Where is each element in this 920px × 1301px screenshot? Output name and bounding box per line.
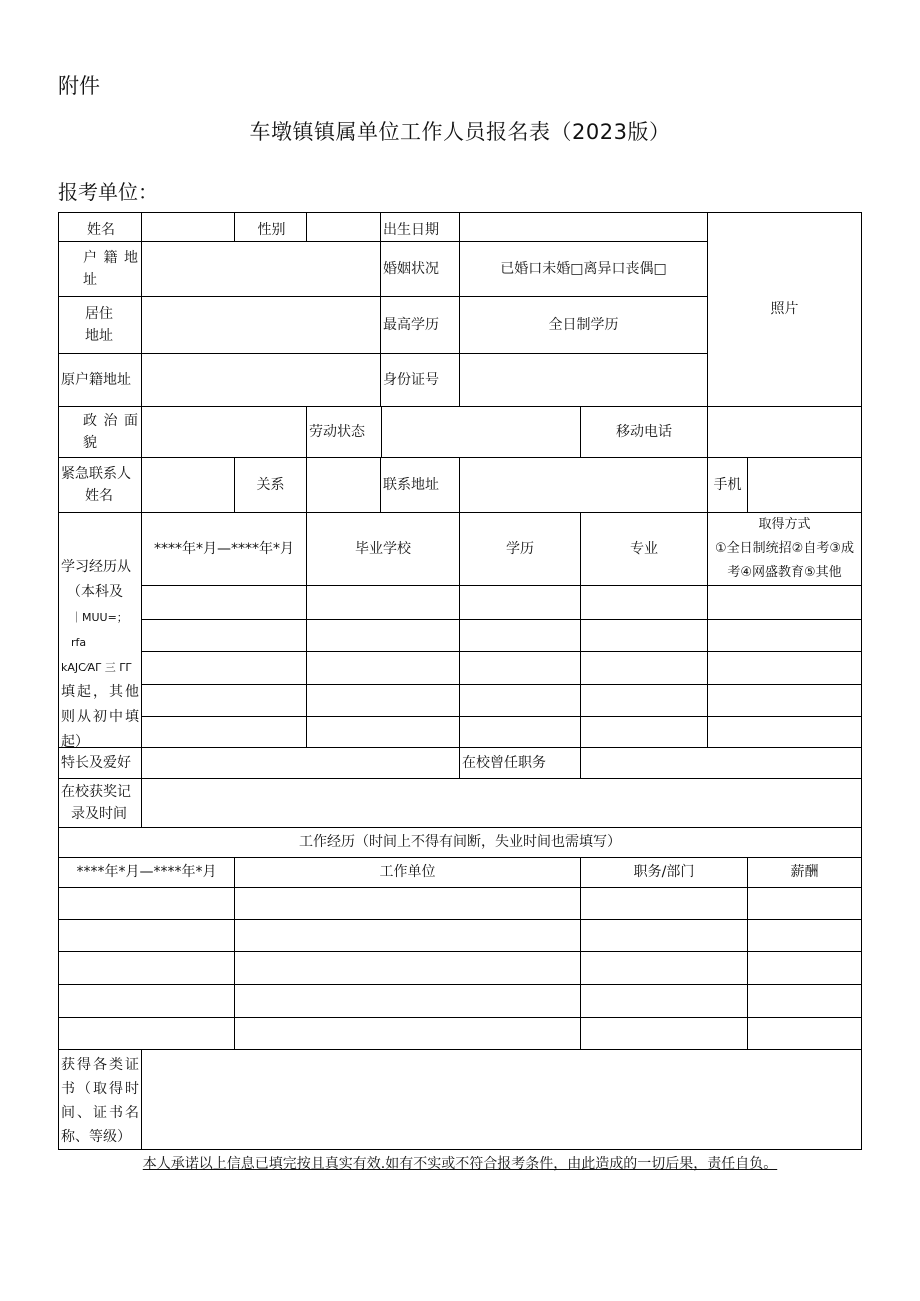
certificates-field[interactable] [141,1049,862,1150]
position-header-text: 职务/部门 [633,864,695,881]
awards-label [58,778,142,828]
certificates-label-line4: 称、等级） [61,1129,131,1145]
method-header-line2: ①全日制统招②自考③成 [715,541,854,556]
employer-header [234,857,581,888]
id-label [380,353,460,407]
contact-address-field[interactable] [459,457,708,513]
degree-header-text: 学历 [506,540,534,557]
position-header [580,857,748,888]
work-salary-cell[interactable] [747,919,862,952]
hobby-label-text: 特长及爱好 [61,754,131,771]
education-label-text: 最高学历 [383,316,439,333]
work-period-cell[interactable] [58,1017,235,1050]
awards-field[interactable] [141,778,862,828]
work-employer-cell[interactable] [234,919,581,952]
work-history-title [58,827,862,858]
degree-header [459,512,581,586]
mobile-field[interactable] [707,406,862,458]
phone-label-text: 手机 [713,476,742,493]
work-position-cell[interactable] [580,887,748,920]
study-degree-cell[interactable] [459,651,581,685]
school-header [306,512,460,586]
name-label [58,212,142,242]
study-period-header [141,512,307,586]
study-label-line7: 起） [61,734,89,750]
work-period-cell[interactable] [58,887,235,920]
certificates-label-line3: 间、证书名 [61,1105,139,1121]
name-field[interactable] [141,212,235,242]
emergency-name-field[interactable] [141,457,235,513]
study-period-cell[interactable] [141,619,307,652]
study-school-cell[interactable] [306,651,460,685]
certificates-label-line1: 获得各类证 [61,1057,139,1073]
birth-field[interactable] [459,212,708,242]
gender-label-text: 性别 [257,221,286,238]
labor-field[interactable] [381,406,581,458]
emergency-label [58,457,142,513]
study-major-cell[interactable] [580,651,708,685]
study-period-cell[interactable] [141,716,307,748]
hobby-field[interactable] [141,747,460,779]
study-label-line3: ｜MUU=；rfa [71,611,128,649]
work-position-cell[interactable] [580,1017,748,1050]
marital-options[interactable] [459,241,708,297]
salary-header-text: 薪酬 [790,864,819,881]
photo-label: 照片 [770,301,799,318]
study-degree-cell[interactable] [459,619,581,652]
marital-options-text: 已婚口未婚□离异口丧偶□ [500,260,667,277]
awards-label-line2: 录及时间 [71,806,127,822]
study-period-cell[interactable] [141,684,307,717]
awards-label-line1: 在校获奖记 [61,783,131,800]
study-period-cell[interactable] [141,585,307,620]
contact-address-label-text: 联系地址 [383,476,439,493]
orig-hukou-label [58,353,142,407]
school-post-label-text: 在校曾任职务 [462,754,546,771]
fulltime-education-text: 全日制学历 [548,316,619,333]
study-major-cell[interactable] [580,585,708,620]
study-school-cell[interactable] [306,716,460,748]
work-position-cell[interactable] [580,951,748,985]
emergency-label-line2: 姓名 [85,488,113,504]
work-employer-cell[interactable] [234,887,581,920]
school-header-text: 毕业学校 [355,540,411,557]
marital-label [380,241,460,297]
employer-header-text: 工作单位 [379,864,436,881]
residence-field[interactable] [141,296,381,354]
hukou-field[interactable] [141,241,381,297]
relation-label-text: 关系 [256,476,285,493]
political-label [58,406,142,458]
study-method-cell[interactable] [707,684,862,717]
political-field[interactable] [141,406,307,458]
gender-label [234,212,307,242]
name-label-text: 姓名 [87,221,115,238]
certificates-label-line2: 书（取得时 [61,1081,139,1097]
study-label-line4: kAJC⁄AΓ 三 ΓΓ [61,661,132,674]
fulltime-education-field[interactable] [459,296,708,354]
labor-label [306,406,382,458]
study-method-cell[interactable] [707,716,862,748]
work-period-text: ****年*月—****年*月 [76,864,217,881]
study-label-line2: （本科及 [67,584,123,600]
study-school-cell[interactable] [306,585,460,620]
phone-field[interactable] [747,457,862,513]
hobby-label [58,747,142,779]
hukou-label [58,241,142,297]
study-label-line6: 则从初中填 [61,709,139,725]
major-header [580,512,708,586]
work-employer-cell[interactable] [234,951,581,985]
attachment-label: 附件 [58,74,100,98]
residence-label-line1: 居住 [85,305,113,322]
method-header-line1: 取得方式 [758,517,811,532]
marital-label-text: 婚姻状况 [383,260,439,277]
study-school-cell[interactable] [306,619,460,652]
political-label-line2: 貌 [83,435,97,451]
work-period-cell[interactable] [58,984,235,1018]
work-salary-cell[interactable] [747,1017,862,1050]
study-label-line5: 填起，其他 [61,684,139,700]
work-salary-cell[interactable] [747,951,862,985]
work-salary-cell[interactable] [747,984,862,1018]
contact-address-label [380,457,460,513]
study-method-cell[interactable] [707,585,862,620]
study-history-label [58,512,142,748]
phone-label [707,457,748,513]
work-employer-cell[interactable] [234,984,581,1018]
mobile-label [580,406,708,458]
study-degree-cell[interactable] [459,684,581,717]
education-label [380,296,460,354]
applying-unit-label: 报考单位： [58,180,158,204]
study-period-text: ****年*月—****年*月 [154,540,294,557]
salary-header [747,857,862,888]
political-label-line1: 政 治 面 [83,412,138,429]
study-method-cell[interactable] [707,651,862,685]
work-period-cell[interactable] [58,919,235,952]
work-history-title-text: 工作经历（时间上不得有间断，失业时间也需填写） [299,834,621,851]
form-title: 车墩镇镇属单位工作人员报名表（2023版） [249,120,671,144]
study-major-cell[interactable] [580,619,708,652]
study-major-cell[interactable] [580,684,708,717]
orig-hukou-label-text: 原户籍地址 [61,371,131,388]
relation-field[interactable] [306,457,381,513]
work-position-cell[interactable] [580,919,748,952]
mobile-label-text: 移动电话 [616,423,672,440]
relation-label [234,457,307,513]
work-salary-cell[interactable] [747,887,862,920]
hukou-label-line1: 户 籍 地 [83,249,138,266]
work-period-header [58,857,235,888]
photo-box[interactable] [707,212,862,407]
study-label-line1: 学习经历从 [61,559,131,575]
gender-field[interactable] [306,212,381,242]
id-field[interactable] [459,353,708,407]
work-employer-cell[interactable] [234,1017,581,1050]
major-header-text: 专业 [630,540,658,557]
study-degree-cell[interactable] [459,716,581,748]
residence-label-line2: 地址 [85,328,113,344]
pledge-statement: 本人承诺以上信息已填完按且真实有效.如有不实或不符合报考条件，由此造成的一切后果，责任自负。 [142,1156,778,1172]
study-school-cell[interactable] [306,684,460,717]
method-header [707,512,862,586]
study-degree-cell[interactable] [459,585,581,620]
hukou-label-line2: 址 [83,272,97,288]
work-position-cell[interactable] [580,984,748,1018]
study-period-cell[interactable] [141,651,307,685]
orig-hukou-field[interactable] [141,353,381,407]
study-major-cell[interactable] [580,716,708,748]
study-method-cell[interactable] [707,619,862,652]
id-label-text: 身份证号 [383,371,439,388]
birth-label [380,212,460,242]
school-post-field[interactable] [580,747,862,779]
emergency-label-line1: 紧急联系人 [61,465,131,482]
certificates-label [58,1049,142,1150]
work-period-cell[interactable] [58,951,235,985]
residence-label [58,296,142,354]
birth-label-text: 出生日期 [383,221,439,238]
method-header-line3: 考④网盛教育⑤其他 [727,565,842,580]
school-post-label [459,747,581,779]
labor-label-text: 劳动状态 [309,423,365,440]
